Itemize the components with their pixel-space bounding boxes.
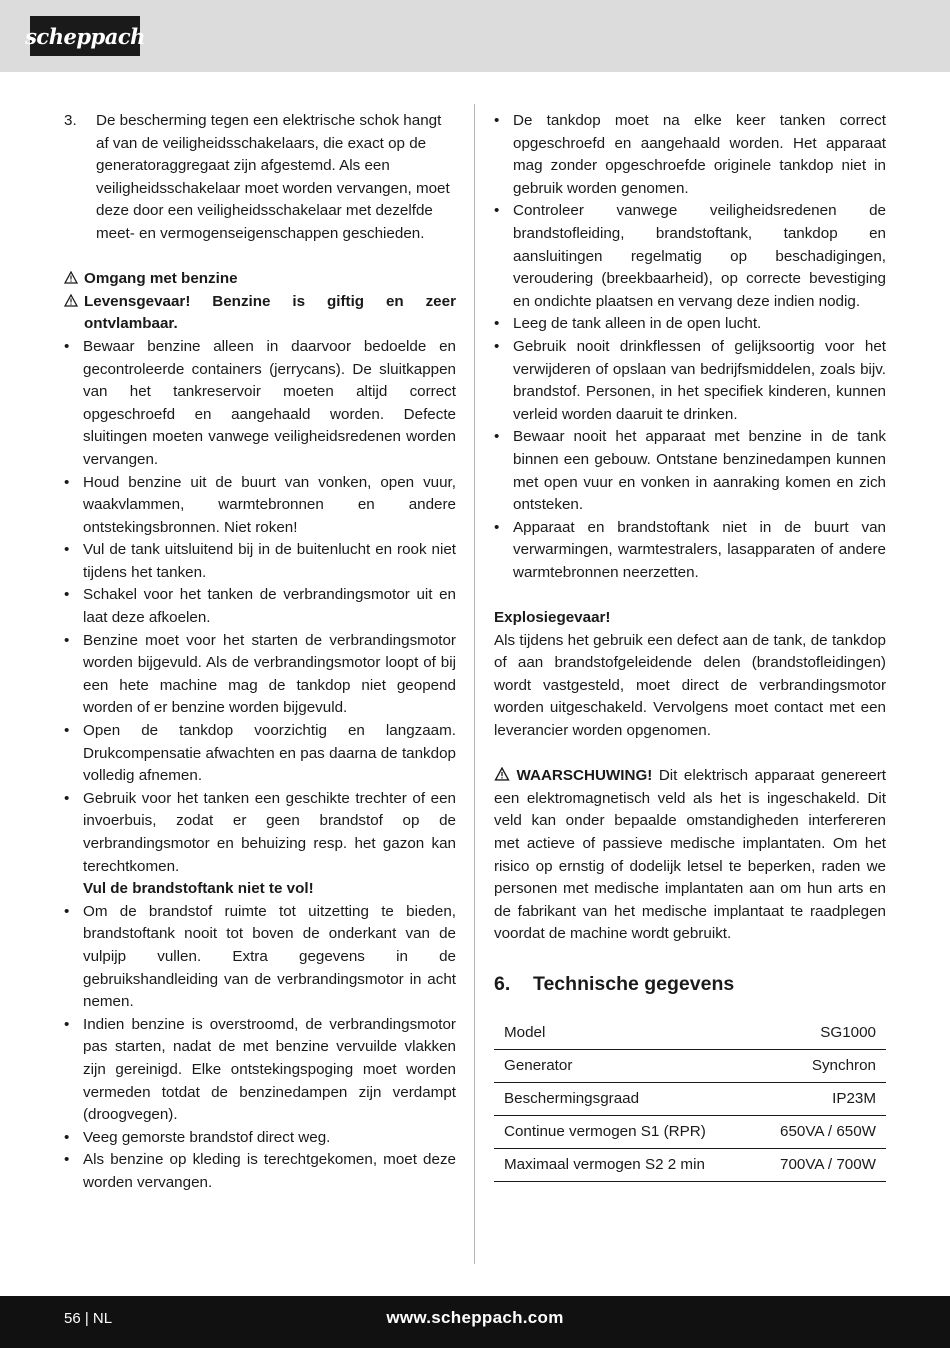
section-title: 6. Technische gegevens bbox=[494, 972, 735, 995]
heading-benzine: Omgang met benzine bbox=[64, 268, 456, 291]
table-row: Maximaal vermogen S2 2 min 700VA / 700W bbox=[494, 1149, 886, 1182]
list-item: • Gebruik voor het tanken een geschikte trechter of een invoerbuis, zodat er geen brandstof op de verbrandingsmotor en behuizing resp. het gazon kan terechtkomen. bbox=[64, 789, 456, 875]
list-item: • Veeg gemorste brandstof direct weg. bbox=[64, 1128, 331, 1146]
list-item: • Benzine moet voor het starten de verbrandingsmotor worden bijgevuld. Als de verbrandingsmotor loopt of bij een hete machine mag de tankdop niet geopend worden of er benzine worden bijgevuld. bbox=[64, 631, 456, 717]
numbered-item-3 bbox=[64, 110, 456, 246]
right-column bbox=[494, 110, 886, 1182]
footer-bar bbox=[0, 1296, 950, 1348]
warning-triangle-icon bbox=[64, 268, 84, 291]
list-item: • Controleer vanwege veiligheidsredenen de brandstofleiding, brandstoftank, tankdop en aansluitingen regelmatig op beschadigingen, veroudering (breekbaarheid), op correcte bevestiging en ondichte plaatsen en vervang deze indien nodig. bbox=[494, 202, 886, 310]
list-item: • Schakel voor het tanken de verbrandingsmotor uit en laat deze afkoelen. bbox=[64, 586, 456, 627]
list-item: • Apparaat en brandstoftank niet in de buurt van verwarmingen, warmtestralers, lasapparaten of andere warmtebronnen neerzetten. bbox=[494, 518, 886, 581]
warning-text: Dit elektrisch apparaat genereert een elektromagnetisch veld als het is ingeschakeld. Dit veld kan onder bepaalde omstandigheden interfereren met actieve of passieve medische implantaten. Om het risico op ernstig of dodelijk letsel te beperken, raden we personen met medische implantaten aan om hun arts en de fabrikant van het medische implantaat te raadplegen voordat de machine wordt gebruikt. bbox=[494, 767, 886, 943]
list-item: • Gebruik nooit drinkflessen of gelijksoortig voor het verwijderen of opslaan van bedrijfsmiddelen, zoals bijv. brandstof. Personen, in het specifiek kinderen, kunnen verleid worden daaruit te drinken. bbox=[494, 337, 886, 423]
bullet-list-2 bbox=[64, 901, 456, 1195]
scheppach-logo: scheppach bbox=[30, 16, 140, 56]
explosion-heading: Explosiegevaar! bbox=[494, 609, 611, 627]
website-link[interactable]: www.scheppach.com bbox=[386, 1308, 564, 1327]
list-item: • Leeg de tank alleen in de open lucht. bbox=[494, 315, 762, 333]
bullet-list-1 bbox=[64, 336, 456, 878]
explosion-text: Als tijdens het gebruik een defect aan de tank, de tankdop of aan brandstofgeleidende delen (brandstofleidingen) wordt vastgesteld, moet direct de verbrandingsmotor worden uitgeschakeld. Vervolgens moet contact met een leverancier worden opgenomen. bbox=[494, 631, 886, 740]
list-item: • Indien benzine is overstroomd, de verbrandingsmotor pas starten, nadat de met benzine vervuilde vlakken zijn gereinigd. Elke ontstekingspoging moet worden vermeden totdat de benzinedampen zijn verdampt (droogvegen). bbox=[64, 1015, 456, 1124]
list-item: • De tankdop moet na elke keer tanken correct opgeschroefd en aangehaald worden. Het apparaat mag zonder opgeschroefde originele tankdop niet in gebruik worden genomen. bbox=[494, 112, 886, 197]
page-number: 56 | NL bbox=[64, 1310, 113, 1327]
warning-triangle-icon bbox=[64, 291, 84, 336]
table-row: Model SG1000 bbox=[494, 1017, 886, 1050]
table-row: Generator Synchron bbox=[494, 1050, 886, 1083]
bullet-list-3 bbox=[494, 110, 886, 584]
list-item: • Open de tankdop voorzichtig en langzaam. Drukcompensatie afwachten en pas daarna de tankdop volledig afnemen. bbox=[64, 722, 456, 785]
header-bar bbox=[0, 0, 950, 72]
list-item: • Bewaar benzine alleen in daarvoor bedoelde en gecontroleerde containers (jerrycans). De sluitkappen van het tankreservoir moeten altijd correct opgeschroefd en aangehaald worden. Defecte sluitingen moeten vanwege veiligheidsredenen worden vervangen. bbox=[64, 337, 456, 468]
list-item: • Bewaar nooit het apparaat met benzine in de tank binnen een gebouw. Ontstane benzinedampen kunnen met open vuur en vonken in aanraking komen en zich ontsteken. bbox=[494, 428, 886, 514]
list-item: • Vul de tank uitsluitend bij in de buitenlucht en rook niet tijdens het tanken. bbox=[64, 541, 456, 581]
table-row: Continue vermogen S1 (RPR) 650VA / 650W bbox=[494, 1116, 886, 1149]
list-item: • Houd benzine uit de buurt van vonken, open vuur, waakvlammen, warmtebronnen en andere ontstekingsbronnen. Niet roken! bbox=[64, 473, 456, 536]
warning-triangle-icon bbox=[494, 767, 510, 784]
item-text: De bescherming tegen een elektrische schok hangt af van de veiligheidsschakelaars, die exact op de generatoraggregaat zijn afgestemd. Als een veiligheidsschakelaar moet worden vervangen, moet deze door een veiligheidsschakelaar met dezelfde meet- en vermogenseigenschappen geschieden. bbox=[96, 112, 450, 242]
warning-life-danger: Levensgevaar! Benzine is giftig en zeer ontvlambaar. bbox=[64, 291, 456, 336]
list-item: • Als benzine op kleding is terechtgekomen, moet deze worden vervangen. bbox=[64, 1151, 456, 1191]
left-column bbox=[64, 110, 456, 1195]
not-overfill-heading: Vul de brandstoftank niet te vol! bbox=[83, 880, 314, 898]
spec-table bbox=[494, 1017, 886, 1182]
list-item: • Om de brandstof ruimte tot uitzetting te bieden, brandstoftank nooit tot boven de onderkant van de vulpijp vullen. Extra gegevens in de gebruikshandleiding van de verbrandingsmotor in acht nemen. bbox=[64, 902, 456, 1011]
column-divider bbox=[474, 104, 475, 1264]
item-number: 3. bbox=[64, 112, 77, 129]
emf-warning bbox=[494, 765, 886, 946]
warning-label: WAARSCHUWING! bbox=[516, 767, 653, 785]
table-row: Beschermingsgraad IP23M bbox=[494, 1083, 886, 1116]
